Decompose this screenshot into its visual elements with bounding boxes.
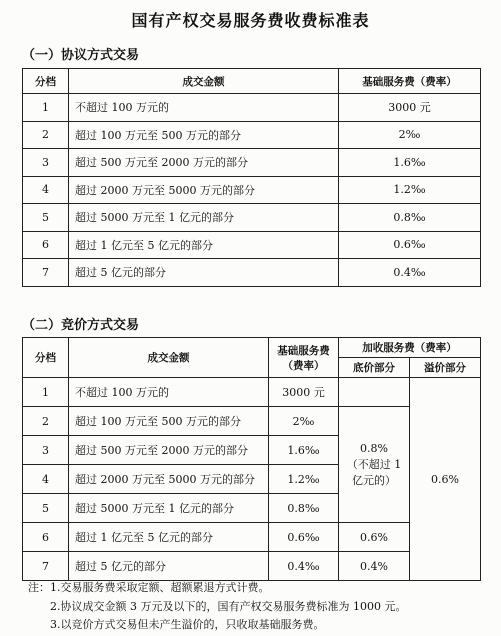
base-fee-cell: 0.8‰	[269, 494, 339, 523]
table-row	[23, 378, 481, 407]
table-row	[23, 176, 481, 204]
agreement-fee-table	[22, 68, 481, 287]
base-fee-cell: 0.4‰	[269, 552, 339, 581]
auction-fee-table	[22, 337, 481, 581]
document-title: 国有产权交易服务费收费标准表	[131, 11, 370, 30]
tier-cell: 1	[23, 94, 69, 122]
amount-cell: 超过 500 万元至 2000 万元的部分	[69, 436, 269, 465]
tier-cell: 6	[23, 231, 69, 259]
header-tier: 分档	[23, 69, 69, 94]
amount-cell: 超过 1 亿元至 5 亿元的部分	[69, 231, 339, 259]
header-premium-part: 溢价部分	[410, 358, 481, 378]
tier-cell: 6	[23, 523, 69, 552]
base-fee-cell: 0.6‰	[269, 523, 339, 552]
tier-cell: 4	[23, 465, 69, 494]
tier-cell: 7	[23, 259, 69, 287]
amount-cell: 超过 5000 万元至 1 亿元的部分	[69, 494, 269, 523]
table-row	[23, 231, 481, 259]
tier-cell: 3	[23, 149, 69, 177]
reserve-merged-line3: 亿元的）	[352, 473, 396, 487]
header-amount: 成交金额	[69, 338, 269, 378]
fee-cell: 3000 元	[339, 94, 481, 122]
footnote-3: 3.以竞价方式交易但未产生溢价的，只收取基础服务费。	[50, 618, 325, 631]
footnotes	[28, 579, 406, 635]
amount-cell: 超过 2000 万元至 5000 万元的部分	[69, 176, 339, 204]
table-row	[23, 94, 481, 122]
amount-cell: 超过 100 万元至 500 万元的部分	[69, 121, 339, 149]
table-row	[23, 149, 481, 177]
section2-heading: （二）竞价方式交易	[22, 318, 140, 333]
premium-merged-cell: 0.6%	[410, 378, 481, 581]
header-base-fee-label: 基础服务费	[277, 344, 330, 357]
amount-cell: 不超过 100 万元的	[69, 94, 339, 122]
tier-cell: 5	[23, 204, 69, 232]
amount-cell: 超过 2000 万元至 5000 万元的部分	[69, 465, 269, 494]
header-tier: 分档	[23, 338, 69, 378]
reserve-merged-line1: 0.8%	[360, 441, 388, 455]
fee-cell: 0.4‰	[339, 259, 481, 287]
footnote-1: 注：1.交易服务费采取定额、超额累退方式计费。	[28, 581, 270, 594]
base-fee-cell: 1.2‰	[269, 465, 339, 494]
fee-cell: 1.6‰	[339, 149, 481, 177]
section1-heading: （一）协议方式交易	[22, 48, 140, 63]
table-row	[23, 121, 481, 149]
header-base-fee	[269, 338, 339, 378]
amount-cell: 超过 1 亿元至 5 亿元的部分	[69, 523, 269, 552]
amount-cell: 超过 5 亿元的部分	[69, 552, 269, 581]
amount-cell: 超过 5000 万元至 1 亿元的部分	[69, 204, 339, 232]
tier-cell: 4	[23, 176, 69, 204]
footnote-2: 2.协议成交金额 3 万元及以下的，国有产权交易服务费标准为 1000 元。	[50, 599, 407, 613]
base-fee-cell: 3000 元	[269, 378, 339, 407]
table-header-row	[23, 338, 481, 358]
base-fee-cell: 2‰	[269, 407, 339, 436]
fee-cell: 1.2‰	[339, 176, 481, 204]
reserve-empty-cell	[339, 378, 410, 407]
fee-cell: 0.8‰	[339, 204, 481, 232]
amount-cell: 超过 500 万元至 2000 万元的部分	[69, 149, 339, 177]
base-fee-cell: 1.6‰	[269, 436, 339, 465]
tier-cell: 7	[23, 552, 69, 581]
amount-cell: 不超过 100 万元的	[69, 378, 269, 407]
tier-cell: 2	[23, 407, 69, 436]
reserve-merged-cell	[339, 407, 410, 523]
amount-cell: 超过 100 万元至 500 万元的部分	[69, 407, 269, 436]
header-amount: 成交金额	[69, 69, 339, 94]
tier-cell: 2	[23, 121, 69, 149]
fee-cell: 0.6‰	[339, 231, 481, 259]
header-extra-fee: 加收服务费（费率）	[339, 338, 481, 358]
reserve-cell: 0.4%	[339, 552, 410, 581]
header-base-fee-sub: （费率）	[282, 359, 325, 372]
table-row	[23, 204, 481, 232]
table-header-row	[23, 69, 481, 94]
tier-cell: 5	[23, 494, 69, 523]
header-base-fee: 基础服务费（费率）	[339, 69, 481, 94]
tier-cell: 1	[23, 378, 69, 407]
amount-cell: 超过 5 亿元的部分	[69, 259, 339, 287]
table-row	[23, 259, 481, 287]
reserve-cell: 0.6%	[339, 523, 410, 552]
reserve-merged-line2: （不超过 1	[346, 457, 402, 471]
header-reserve-part: 底价部分	[339, 358, 410, 378]
tier-cell: 3	[23, 436, 69, 465]
fee-cell: 2‰	[339, 121, 481, 149]
